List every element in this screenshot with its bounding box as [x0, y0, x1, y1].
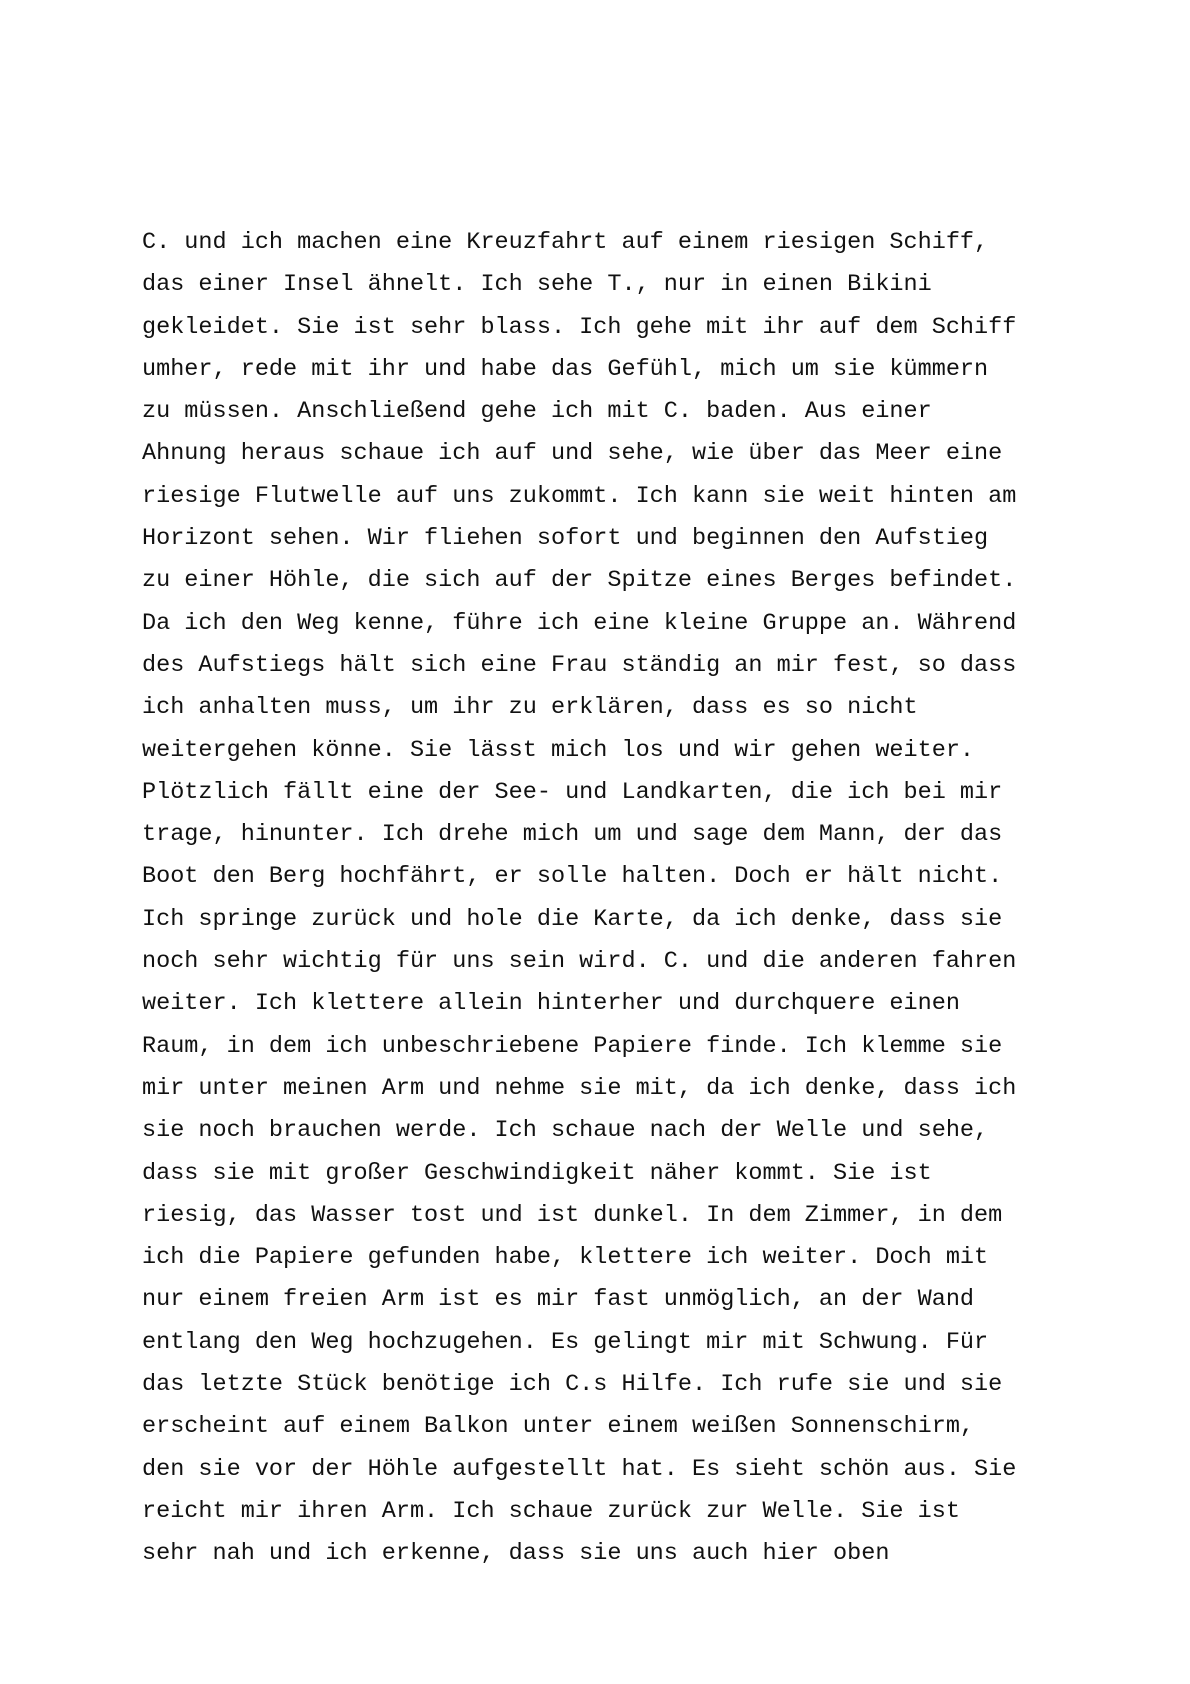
text-line: erscheint auf einem Balkon unter einem weißen Sonnenschirm, — [142, 1413, 975, 1441]
text-line: sehr nah und ich erkenne, dass sie uns auch hier oben — [142, 1540, 890, 1568]
text-line: weitergehen könne. Sie lässt mich los und wir gehen weiter. — [142, 736, 975, 764]
text-line: das letzte Stück benötige ich C.s Hilfe. Ich rufe sie und sie — [142, 1371, 1003, 1399]
text-line: den sie vor der Höhle aufgestellt hat. Es sieht schön aus. Sie — [142, 1455, 1017, 1483]
text-line: Boot den Berg hochfährt, er solle halten. Doch er hält nicht. — [142, 863, 1003, 891]
text-line: riesige Flutwelle auf uns zukommt. Ich kann sie weit hinten am — [142, 482, 1017, 510]
text-line: Ich springe zurück und hole die Karte, da ich denke, dass sie — [142, 905, 1003, 933]
text-line: trage, hinunter. Ich drehe mich um und sage dem Mann, der das — [142, 821, 1003, 849]
text-line: umher, rede mit ihr und habe das Gefühl, mich um sie kümmern — [142, 355, 989, 383]
text-line: riesig, das Wasser tost und ist dunkel. In dem Zimmer, in dem — [142, 1201, 1003, 1229]
text-line: Plötzlich fällt eine der See- und Landkarten, die ich bei mir — [142, 778, 1003, 806]
text-line: entlang den Weg hochzugehen. Es gelingt mir mit Schwung. Für — [142, 1328, 989, 1356]
text-line: dass sie mit großer Geschwindigkeit näher kommt. Sie ist — [142, 1159, 932, 1187]
text-line: Ahnung heraus schaue ich auf und sehe, wie über das Meer eine — [142, 440, 1003, 468]
text-line: Horizont sehen. Wir fliehen sofort und beginnen den Aufstieg — [142, 525, 989, 553]
text-line: zu müssen. Anschließend gehe ich mit C. baden. Aus einer — [142, 398, 932, 426]
text-line: das einer Insel ähnelt. Ich sehe T., nur in einen Bikini — [142, 271, 932, 299]
text-line: gekleidet. Sie ist sehr blass. Ich gehe mit ihr auf dem Schiff — [142, 313, 1017, 341]
text-line: zu einer Höhle, die sich auf der Spitze eines Berges befindet. — [142, 567, 1017, 595]
text-line: sie noch brauchen werde. Ich schaue nach der Welle und sehe, — [142, 1117, 989, 1145]
body-text — [142, 222, 1072, 1576]
text-line: nur einem freien Arm ist es mir fast unmöglich, an der Wand — [142, 1286, 975, 1314]
text-line: weiter. Ich klettere allein hinterher und durchquere einen — [142, 990, 960, 1018]
text-line: Da ich den Weg kenne, führe ich eine kleine Gruppe an. Während — [142, 609, 1017, 637]
text-line: Raum, in dem ich unbeschriebene Papiere finde. Ich klemme sie — [142, 1032, 1003, 1060]
text-line: ich anhalten muss, um ihr zu erklären, dass es so nicht — [142, 694, 918, 722]
text-line: mir unter meinen Arm und nehme sie mit, da ich denke, dass ich — [142, 1074, 1017, 1102]
text-line: des Aufstiegs hält sich eine Frau ständig an mir fest, so dass — [142, 651, 1017, 679]
text-line: ich die Papiere gefunden habe, klettere ich weiter. Doch mit — [142, 1244, 989, 1272]
text-line: reicht mir ihren Arm. Ich schaue zurück zur Welle. Sie ist — [142, 1497, 960, 1525]
text-line: C. und ich machen eine Kreuzfahrt auf einem riesigen Schiff, — [142, 229, 989, 256]
text-line: noch sehr wichtig für uns sein wird. C. und die anderen fahren — [142, 948, 1017, 976]
